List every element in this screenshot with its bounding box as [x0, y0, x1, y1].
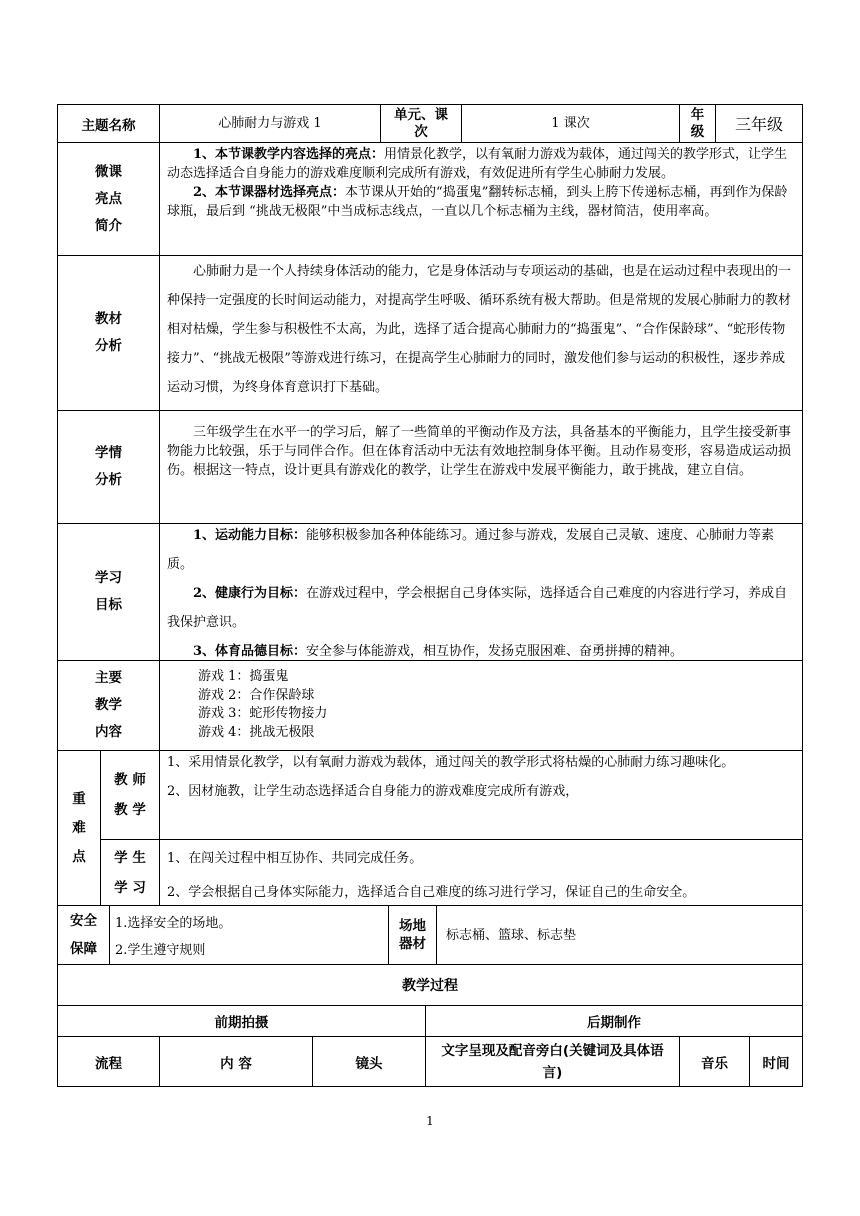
highlights-content [167, 145, 796, 221]
highlights-label-line: 亮点 [95, 190, 122, 207]
students-label-line: 分析 [95, 472, 122, 488]
goal-text: 安全参与体能游戏，相互协作，发扬克服困难、奋勇拼搏的精神。 [306, 644, 684, 659]
material-label [58, 256, 159, 410]
venue-value: 标志桶、篮球、标志垫 [446, 927, 577, 943]
col-music: 音乐 [701, 1055, 728, 1072]
students-label [58, 411, 159, 523]
student-label-line: 学 生 [114, 849, 146, 866]
teacher-label-line: 教 学 [114, 802, 146, 818]
teacher-item: 1、采用情景化教学，以有氧耐力游戏为载体，通过闯关的教学形式将枯燥的心肺耐力练习趣味化。 [167, 755, 735, 770]
col-shot: 镜头 [355, 1055, 383, 1072]
student-item: 1、在闯关过程中相互协作、共同完成任务。 [167, 851, 423, 866]
goal-item [167, 521, 796, 579]
highlight-paragraph [167, 183, 796, 221]
col-time: 时间 [762, 1055, 790, 1072]
teacher-label-line: 教 师 [114, 772, 146, 788]
teacher-content [167, 748, 796, 806]
highlight-title: 2、本节课器材选择亮点： [193, 185, 346, 200]
difficulty-label-char: 点 [72, 848, 86, 865]
difficulty-label [58, 751, 100, 905]
material-label-line: 教材 [95, 311, 122, 327]
content-games [198, 668, 788, 742]
goal-title: 2、健康行为目标： [193, 586, 307, 601]
students-content [167, 423, 796, 480]
col-text: 文字呈现及配音旁白(关键词及具体语言) [441, 1042, 664, 1081]
col-content: 内 容 [220, 1055, 252, 1072]
student-item: 2、学会根据自己身体实际能力，选择适合自己难度的练习进行学习，保证自己的生命安全。 [167, 885, 696, 900]
game-item: 游戏 1：捣蛋鬼 [198, 669, 289, 684]
safety-content [115, 910, 385, 964]
pre-shoot-label: 前期拍摄 [214, 1015, 269, 1031]
topic-label: 主题名称 [81, 117, 136, 134]
goal-title: 3、体育品德目标： [193, 644, 307, 659]
difficulty-label-char: 难 [72, 819, 86, 836]
material-text: 心肺耐力是一个人持续身体活动的能力，它是身体活动与专项运动的基础，也是在运动过程中表现出的一种保持一定强度的长时间运动能力，对提高学生呼吸、循环系统有极大帮助。但是常规的发展心肺耐力的教材相对枯燥，学生参与积极性不太高，为此，选择了适合提高心肺耐力的“捣蛋鬼”、“合作保龄球”、“蛇形传物接力”、“挑战无极限”等游戏进行练习，在提高学生心肺耐力的同时，激发他们参与运动的积极性，逐步养成运动习惯，为终身体育意识打下基础。 [167, 264, 792, 395]
goal-item [167, 637, 796, 666]
safety-item: 1.选择安全的场地。 [115, 916, 232, 931]
material-label-line: 分析 [95, 338, 122, 354]
teacher-item: 2、因材施教，让学生动态选择适合自身能力的游戏难度完成所有游戏， [167, 784, 579, 799]
venue-label [389, 906, 436, 964]
material-content [167, 257, 796, 402]
student-label-line: 学 习 [114, 879, 146, 896]
content-label-line: 教学 [95, 697, 122, 713]
page-number: 1 [426, 1114, 434, 1128]
game-item: 游戏 4：挑战无极限 [198, 724, 315, 740]
student-content [167, 842, 796, 910]
goals-label [58, 524, 159, 660]
unit-label: 单元、课次 [394, 106, 448, 140]
highlights-label [58, 143, 159, 255]
highlight-text: 本节课从开始的“捣蛋鬼”翻转标志桶，到头上胯下传递标志桶，再到作为保龄球瓶，最后到 “挑战无极限”中当成标志线点，一直以几个标志桶为主线，器材简洁，使用率高。 [167, 185, 788, 219]
students-text: 三年级学生在水平一的学习后，解了一些简单的平衡动作及方法，具备基本的平衡能力，且学生接受新事物能力比较强，乐于与同伴合作。但在体育活动中无法有效地控制身体平衡。且动作易变形，容易造成运动损伤。根据这一特点，设计更具有游戏化的教学，让学生在游戏中发展平衡能力，敢于挑战，建立自信。 [167, 425, 792, 478]
process-title: 教学过程 [402, 978, 458, 994]
goal-text: 在游戏过程中，学会根据自己身体实际，选择适合自己难度的内容进行学习，养成自我保护意识。 [167, 586, 788, 630]
venue-label-line: 场地 [399, 918, 426, 934]
content-label [58, 661, 159, 750]
safety-label-line: 安全 [70, 913, 97, 929]
safety-label-line: 保障 [70, 941, 97, 957]
content-label-line: 主要 [95, 670, 122, 686]
safety-item: 2.学生遵守规则 [115, 943, 206, 958]
highlight-text: 用情景化教学，以有氧耐力游戏为载体，通过闯关的教学形式，让学生动态选择适合自身能力的游戏难度顺利完成所有游戏，有效促进所有学生心肺耐力发展。 [167, 147, 788, 181]
grade-label: 年级 [690, 106, 705, 140]
goal-text: 能够积极参加各种体能练习。通过参与游戏，发展自己灵敏、速度、心肺耐力等素质。 [167, 528, 775, 572]
topic-value: 心肺耐力与游戏 1 [218, 116, 322, 131]
goal-item [167, 579, 796, 637]
venue-label-line: 器材 [399, 936, 426, 952]
post-production-label: 后期制作 [587, 1015, 641, 1031]
safety-label [58, 906, 109, 964]
goals-label-line: 学习 [95, 570, 122, 586]
student-label [101, 840, 159, 905]
game-item: 游戏 3：蛇形传物接力 [198, 706, 328, 721]
students-label-line: 学情 [95, 445, 122, 461]
highlight-title: 1、本节课教学内容选择的亮点： [193, 147, 385, 162]
game-item: 游戏 2：合作保龄球 [198, 687, 315, 703]
teacher-label [101, 751, 159, 839]
unit-value: 1 课次 [551, 116, 590, 131]
highlights-label-line: 简介 [95, 217, 122, 234]
content-label-line: 内容 [95, 724, 122, 740]
goal-title: 1、运动能力目标： [193, 528, 307, 543]
highlights-label-line: 微课 [95, 163, 122, 180]
goals-label-line: 目标 [95, 597, 122, 613]
difficulty-label-char: 重 [72, 790, 86, 807]
highlight-paragraph [167, 145, 796, 183]
grade-value: 三年级 [734, 115, 783, 134]
goals-content [167, 521, 796, 666]
col-flow: 流程 [95, 1055, 122, 1072]
